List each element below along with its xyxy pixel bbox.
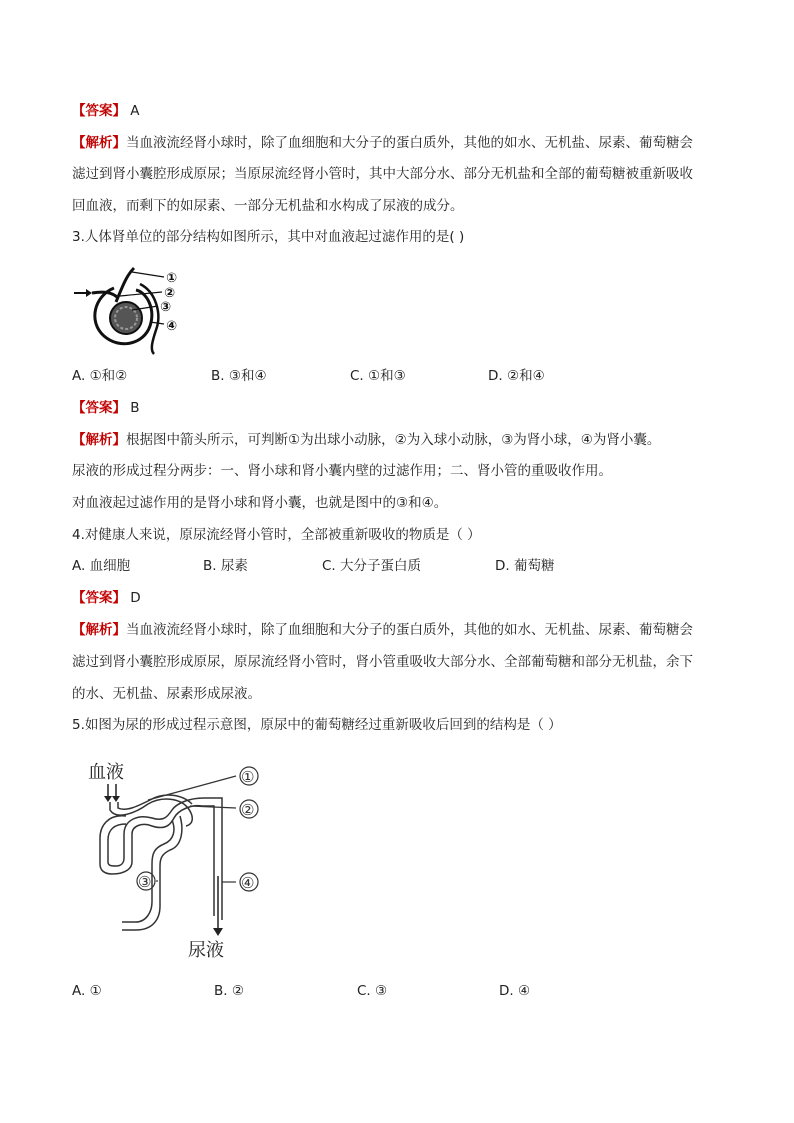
q4-analysis-line-1: [72, 620, 693, 640]
q2-answer: [72, 101, 140, 121]
q5-blood-label: 血液: [88, 762, 124, 783]
analysis-tag: 【解析】: [72, 622, 126, 638]
q3-vessel-efferent: [116, 268, 134, 302]
answer-value: A: [130, 103, 140, 119]
q5-label-4: ④: [241, 874, 255, 892]
q5-leader-1: [148, 776, 236, 800]
q3-stem: 3.人体肾单位的部分结构如图所示，其中对血液起过滤作用的是( ): [72, 229, 465, 245]
q4-option-a[interactable]: A. 血细胞: [72, 558, 131, 574]
q5-label-3: ③: [138, 873, 152, 891]
q5-urine-label: 尿液: [188, 940, 224, 961]
q5-capsule: [100, 806, 214, 916]
q3-label-4: ④: [166, 319, 178, 334]
answer-value: B: [130, 400, 140, 416]
q4-option-d[interactable]: D. 葡萄糖: [495, 558, 555, 574]
q3-answer: [72, 398, 140, 418]
q3-label-2: ②: [164, 286, 176, 301]
answer-tag: 【答案】: [72, 400, 126, 416]
q5-inflow-arrow: [104, 796, 112, 802]
analysis-text: 当血液流经肾小球时，除了血细胞和大分子的蛋白质外，其他的如水、无机盐、尿素、葡萄糖会: [126, 135, 693, 151]
q5-label-2: ②: [241, 801, 255, 819]
analysis-text: 根据图中箭头所示，可判断①为出球小动脉，②为入球小动脉，③为肾小球，④为肾小囊。: [126, 432, 661, 448]
q5-outflow-arrow: [213, 928, 223, 936]
q5-urine-formation-figure: [86, 756, 296, 966]
q4-option-b[interactable]: B. 尿素: [203, 558, 248, 574]
q4-analysis-line-2: 滤过到肾小囊腔形成原尿，原尿流经肾小管时，肾小管重吸收大部分水、全部葡萄糖和部分无机盐，余下: [72, 654, 693, 670]
q3-option-b[interactable]: B. ③和④: [211, 368, 267, 384]
q5-stem: 5.如图为尿的形成过程示意图，原尿中的葡萄糖经过重新吸收后回到的结构是（ ）: [72, 717, 562, 733]
q3-label-3: ③: [160, 300, 172, 315]
q5-label-1: ①: [241, 768, 255, 786]
q3-option-c[interactable]: C. ①和③: [350, 368, 406, 384]
q3-analysis-line-2: 尿液的形成过程分两步：一、肾小球和肾小囊内壁的过滤作用；二、肾小管的重吸收作用。: [72, 463, 612, 479]
q2-analysis-line-1: [72, 133, 693, 153]
q3-analysis-line-1: [72, 430, 660, 450]
q3-option-a[interactable]: A. ①和②: [72, 368, 128, 384]
q4-option-c[interactable]: C. 大分子蛋白质: [322, 558, 422, 574]
q4-stem: 4.对健康人来说，原尿流经肾小管时，全部被重新吸收的物质是（ ）: [72, 527, 481, 543]
q5-option-b[interactable]: B. ②: [214, 983, 244, 999]
q3-analysis-line-3: 对血液起过滤作用的是肾小球和肾小囊，也就是图中的③和④。: [72, 495, 448, 511]
q4-analysis-line-3: 的水、无机盐、尿素形成尿液。: [72, 686, 261, 702]
q5-tubule: [122, 820, 174, 922]
answer-value: D: [130, 590, 141, 606]
q3-label-1: ①: [166, 271, 178, 286]
q5-option-c[interactable]: C. ③: [357, 983, 388, 999]
q5-inflow-arrow-2: [112, 796, 120, 802]
q2-analysis-line-2: 滤过到肾小囊腔形成原尿；当原尿流经肾小管时，其中大部分水、部分无机盐和全部的葡萄糖被重新吸收: [72, 166, 693, 182]
q3-nephron-figure: [70, 262, 190, 358]
answer-tag: 【答案】: [72, 103, 126, 119]
q2-analysis-line-3: 回血液，而剩下的如尿素、一部分无机盐和水构成了尿液的成分。: [72, 198, 464, 214]
q4-answer: [72, 588, 141, 608]
analysis-tag: 【解析】: [72, 135, 126, 151]
q3-option-d[interactable]: D. ②和④: [488, 368, 545, 384]
q3-leader-1: [132, 272, 164, 277]
q5-option-a[interactable]: A. ①: [72, 983, 102, 999]
q3-arrow-head: [86, 289, 92, 297]
analysis-text: 当血液流经肾小球时，除了血细胞和大分子的蛋白质外，其他的如水、无机盐、尿素、葡萄糖会: [126, 622, 693, 638]
analysis-tag: 【解析】: [72, 432, 126, 448]
q5-option-d[interactable]: D. ④: [499, 983, 531, 999]
answer-tag: 【答案】: [72, 590, 126, 606]
